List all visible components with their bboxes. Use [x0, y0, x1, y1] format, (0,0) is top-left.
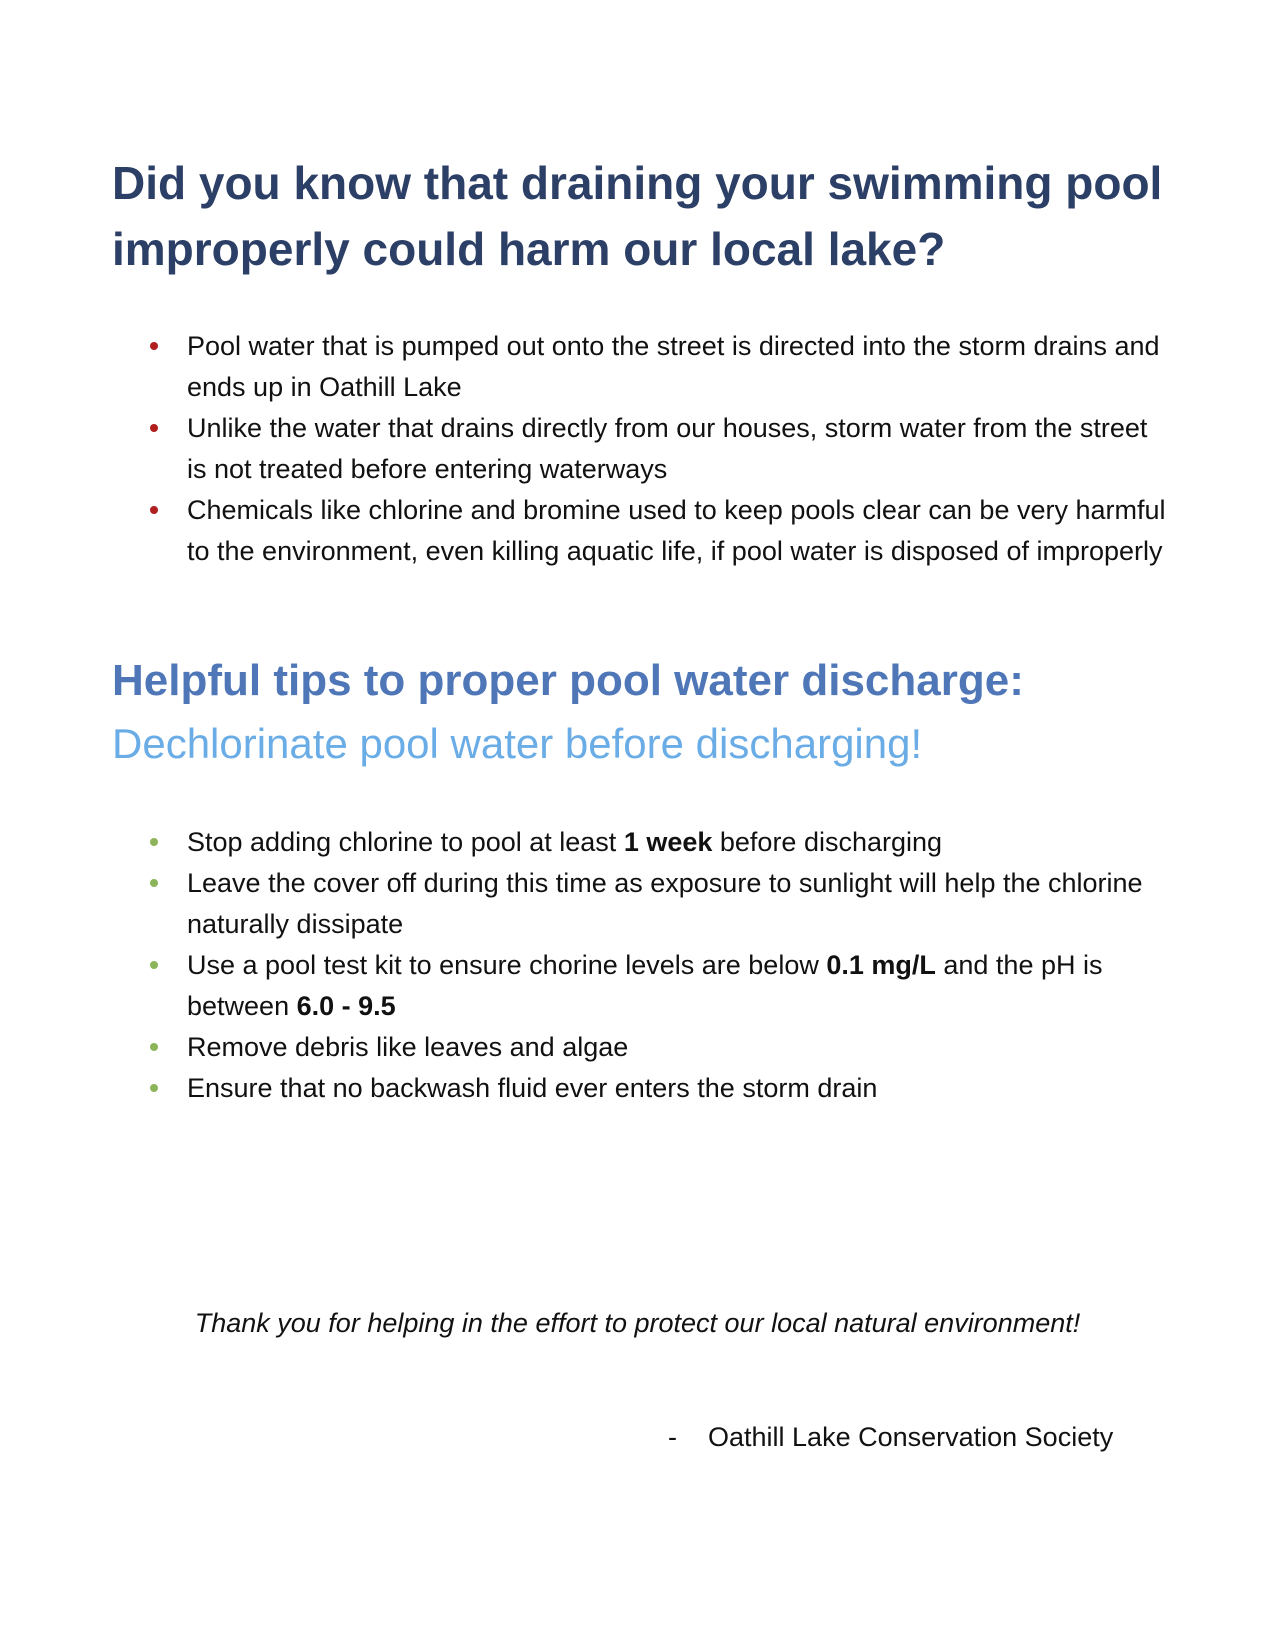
bullet-dot-icon: [150, 879, 158, 887]
signature: [668, 1418, 1113, 1456]
tip-text: Stop adding chlorine to pool at least 1 week before discharging: [187, 827, 943, 857]
emphasis-duration: 1 week: [623, 827, 713, 857]
tips-subheading: Dechlorinate pool water before discharging!: [112, 720, 923, 767]
emphasis-ph-range: 6.0 - 9.5: [296, 991, 396, 1021]
list-item: [112, 1027, 1172, 1068]
bullet-dot-icon: [150, 1043, 158, 1051]
list-item: [112, 326, 1172, 408]
list-item: [112, 945, 1172, 1027]
bullet-dot-icon: [150, 506, 158, 514]
signature-organization: Oathill Lake Conservation Society: [708, 1422, 1114, 1452]
bullet-dot-icon: [150, 838, 158, 846]
emphasis-chlorine-level: 0.1 mg/L: [826, 950, 936, 980]
bullet-dot-icon: [150, 1084, 158, 1092]
fact-text: Pool water that is pumped out onto the street is directed into the storm drains and ends up in Oathill Lake: [187, 331, 1160, 402]
tip-text: Remove debris like leaves and algae: [187, 1032, 629, 1062]
bullet-dot-icon: [150, 961, 158, 969]
tip-text: Use a pool test kit to ensure chorine levels are below 0.1 mg/L and the pH is between 6.0 - 9.5: [187, 950, 1103, 1021]
thank-you-note: Thank you for helping in the effort to protect our local natural environment!: [194, 1308, 1081, 1338]
list-item: [112, 863, 1172, 945]
list-item: [112, 1068, 1172, 1109]
tips-list: [112, 822, 1172, 1109]
facts-list: [112, 326, 1172, 572]
list-item: [112, 490, 1172, 572]
fact-text: Chemicals like chlorine and bromine used to keep pools clear can be very harmful to the environment, even killing aquatic life, if pool water is disposed of improperly: [187, 495, 1166, 566]
bullet-dot-icon: [150, 342, 158, 350]
tip-text: Leave the cover off during this time as exposure to sunlight will help the chlorine naturally dissipate: [187, 868, 1143, 939]
main-heading: Did you know that draining your swimming pool improperly could harm our local lake?: [112, 157, 1163, 275]
list-item: [112, 822, 1172, 863]
signature-dash: -: [668, 1422, 677, 1452]
bullet-dot-icon: [150, 424, 158, 432]
fact-text: Unlike the water that drains directly from our houses, storm water from the street is not treated before entering waterways: [187, 413, 1148, 484]
tips-heading: Helpful tips to proper pool water discharge:: [112, 656, 1024, 705]
list-item: [112, 408, 1172, 490]
tip-text: Ensure that no backwash fluid ever enters the storm drain: [187, 1073, 878, 1103]
